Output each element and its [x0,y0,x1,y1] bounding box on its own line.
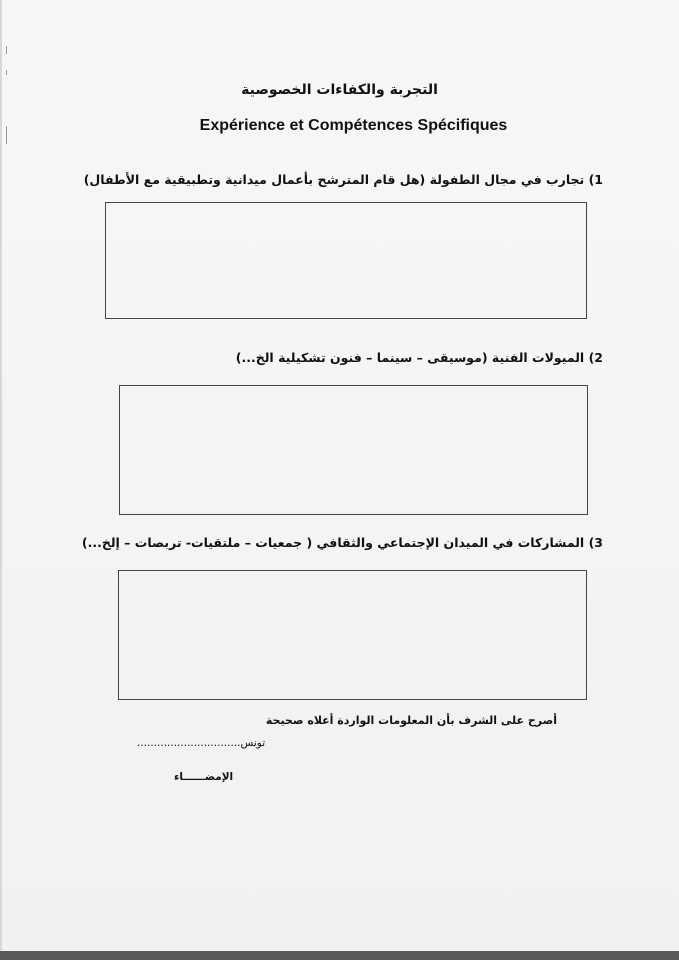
question-text: المشاركات في الميدان الإجتماعي والثقافي ( جمعيات – ملتقيات- تربصات – إلخ...) [81,535,585,550]
answer-box-2[interactable] [119,385,588,515]
scan-mark [6,70,7,75]
question-1 [84,172,603,187]
question-text: الميولات الفنية (موسيقى – سينما – فنون تشكيلية الخ...) [235,350,585,365]
page-edge [0,0,2,951]
french-title: Expérience et Compétences Spécifiques [199,117,508,134]
answer-box-3[interactable] [118,570,587,700]
question-number: 1) [588,172,603,187]
signature-label: الإمضــــــاء [174,771,234,783]
question-number: 3) [588,535,603,550]
question-text: تجارب في مجال الطفولة (هل قام المترشح بأعمال ميدانية وتطبيقية مع الأطفال) [83,172,585,187]
question-number: 2) [588,350,603,365]
question-2 [236,350,603,365]
scan-mark [6,46,7,54]
arabic-title: التجربة والكفاءات الخصوصية [241,82,438,98]
question-3 [82,535,603,550]
honor-declaration: أصرح على الشرف بأن المعلومات الواردة أعلاه صحيحة [265,714,557,727]
place-date-line: تونس............................... [137,737,266,749]
scan-bottom-edge [0,951,679,960]
answer-box-1[interactable] [105,202,587,319]
